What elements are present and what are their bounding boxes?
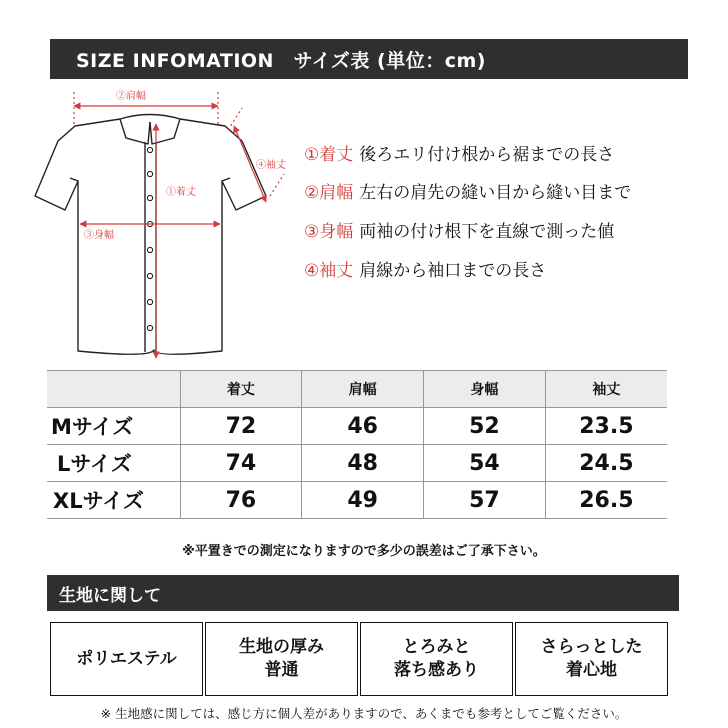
header-cell-blank: [47, 371, 180, 408]
feature-line2: 落ち感あり: [394, 660, 479, 680]
fabric-note: ※ 生地感に関しては、感じ方に個人差がありますので、あくまでも参考としてご覧ください。: [100, 706, 628, 721]
table-row: [47, 482, 667, 519]
cell-shoulder: 49: [302, 482, 424, 519]
table-row: [47, 408, 667, 445]
row-label: Lサイズ: [47, 445, 180, 482]
feature-line1: さらっとした: [540, 637, 643, 657]
measurement-note: ※平置きでの測定になりますので多少の誤差はご了承下さい。: [182, 544, 546, 559]
feature-box-material: [50, 622, 203, 696]
cell-length: 76: [180, 482, 302, 519]
size-table-header: [47, 371, 667, 408]
feature-line1: 生地の厚み: [239, 637, 324, 657]
header-cell-length: 着丈: [180, 371, 302, 408]
size-info-header: SIZE INFOMATION サイズ表 (単位：cm): [50, 39, 688, 79]
label-sleeve: ④袖丈: [256, 160, 286, 171]
header-cell-sleeve: 袖丈: [545, 371, 667, 408]
definition-shoulder: [304, 178, 631, 203]
fabric-header: 生地に関して: [47, 575, 679, 611]
feature-box-thickness: [205, 622, 358, 696]
cell-body: 57: [424, 482, 546, 519]
definition-desc: 後ろエリ付け根から裾までの長さ: [359, 145, 615, 165]
label-shoulder: ②肩幅: [116, 91, 146, 102]
cell-sleeve: 24.5: [545, 445, 667, 482]
header-cell-shoulder: 肩幅: [302, 371, 424, 408]
label-body: ③身幅: [84, 230, 114, 241]
cell-shoulder: 48: [302, 445, 424, 482]
cell-sleeve: 26.5: [545, 482, 667, 519]
header-cell-body: 身幅: [424, 371, 546, 408]
row-label: XLサイズ: [47, 482, 180, 519]
definition-key: ①着丈: [304, 145, 354, 165]
feature-line1: とろみと: [402, 637, 471, 657]
cell-length: 72: [180, 408, 302, 445]
definition-key: ②肩幅: [304, 183, 354, 203]
feature-line2: 着心地: [566, 660, 617, 680]
table-row: [47, 445, 667, 482]
cell-shoulder: 46: [302, 408, 424, 445]
feature-box-feel: [515, 622, 668, 696]
shirt-diagram: [30, 86, 310, 366]
measure-lines: [74, 92, 284, 358]
feature-line2: 普通: [264, 660, 299, 680]
feature-line1: ポリエステル: [76, 648, 177, 669]
definition-length: [304, 140, 614, 165]
label-length: ①着丈: [166, 187, 196, 198]
definition-sleeve: [304, 256, 546, 281]
cell-sleeve: 23.5: [545, 408, 667, 445]
definition-key: ③身幅: [304, 222, 354, 242]
definition-desc: 左右の肩先の縫い目から縫い目まで: [359, 183, 632, 203]
definition-key: ④袖丈: [304, 261, 354, 281]
cell-length: 74: [180, 445, 302, 482]
shirt-buttons: [147, 147, 152, 330]
definition-body: [304, 217, 614, 242]
row-label: Mサイズ: [47, 408, 180, 445]
size-table: [47, 370, 667, 519]
cell-body: 54: [424, 445, 546, 482]
definition-desc: 肩線から袖口までの長さ: [359, 261, 547, 281]
feature-box-drape: [360, 622, 513, 696]
definition-desc: 両袖の付け根下を直線で測った値: [359, 222, 615, 242]
cell-body: 52: [424, 408, 546, 445]
